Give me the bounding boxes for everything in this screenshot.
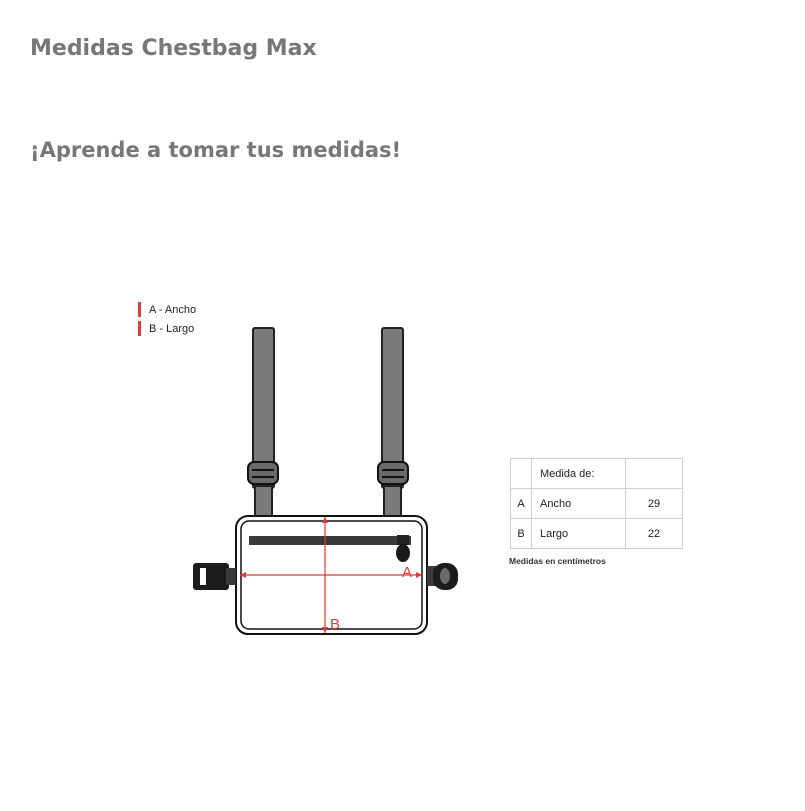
left-strap-buckle bbox=[248, 462, 278, 484]
table-footnote: Medidas en centímetros bbox=[509, 556, 606, 566]
zipper-pull bbox=[396, 535, 410, 562]
right-strap-connector bbox=[384, 486, 401, 517]
zipper bbox=[249, 536, 411, 545]
table-header-row bbox=[511, 459, 683, 489]
legend-label-b: B - Largo bbox=[149, 322, 195, 335]
measure-b-label: B bbox=[330, 616, 341, 633]
table-header-cell bbox=[626, 459, 683, 489]
table-row bbox=[511, 489, 683, 519]
table-cell-name: Largo bbox=[532, 519, 626, 549]
left-strap-connector bbox=[255, 486, 272, 517]
table-row bbox=[511, 519, 683, 549]
table-cell-key: B bbox=[511, 519, 532, 549]
table-cell-name: Ancho bbox=[532, 489, 626, 519]
left-side-buckle bbox=[193, 563, 236, 590]
measurements-table bbox=[510, 458, 683, 549]
table-cell-value: 29 bbox=[626, 489, 683, 519]
table-cell-key: A bbox=[511, 489, 532, 519]
right-strap-buckle bbox=[378, 462, 408, 484]
table-header-cell bbox=[511, 459, 532, 489]
right-side-buckle bbox=[427, 563, 458, 590]
table-header-cell: Medida de: bbox=[532, 459, 626, 489]
page-title: Medidas Chestbag Max bbox=[30, 36, 317, 61]
legend-label-a: A - Ancho bbox=[149, 303, 197, 316]
table-cell-value: 22 bbox=[626, 519, 683, 549]
measure-a-label: A bbox=[402, 564, 413, 581]
page-subtitle: ¡Aprende a tomar tus medidas! bbox=[30, 138, 402, 162]
